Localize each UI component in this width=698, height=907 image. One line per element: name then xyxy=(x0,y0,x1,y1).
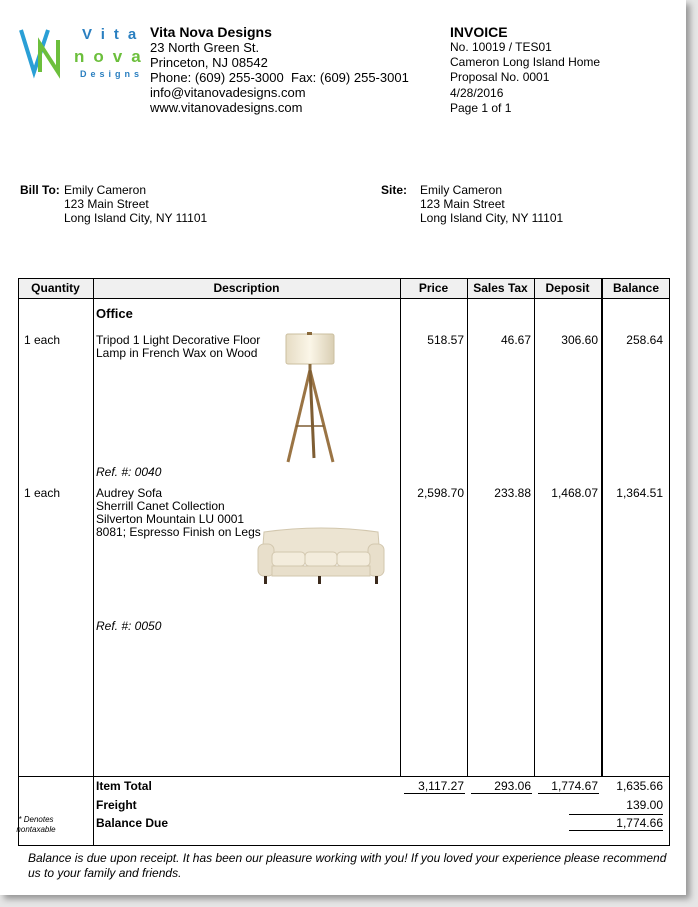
item-total-balance: 1,635.66 xyxy=(616,779,663,793)
invoice-number: No. 10019 / TES01 xyxy=(450,40,552,54)
item-quantity: 1 each xyxy=(24,333,61,347)
total-underline xyxy=(404,793,465,794)
header-quantity: Quantity xyxy=(31,281,80,295)
company-website[interactable]: www.vitanovadesigns.com xyxy=(150,100,303,115)
invoice-page-number: Page 1 of 1 xyxy=(450,101,512,115)
site-street: 123 Main Street xyxy=(420,197,505,211)
bill-to-name: Emily Cameron xyxy=(64,183,147,197)
balance-due-overline xyxy=(569,814,663,815)
col-divider xyxy=(467,278,468,776)
sofa-image xyxy=(254,522,388,586)
balance-due-label: Balance Due xyxy=(96,816,169,830)
item-description-line: 8081; Espresso Finish on Legs xyxy=(96,525,261,539)
total-underline xyxy=(538,793,599,794)
floor-lamp-image xyxy=(256,330,396,466)
item-total-tax: 293.06 xyxy=(494,779,531,793)
item-ref: Ref. #: 0040 xyxy=(96,465,162,479)
invoice-title: INVOICE xyxy=(450,24,508,40)
freight-label: Freight xyxy=(96,798,137,812)
company-fax: Fax: (609) 255-3001 xyxy=(291,70,409,85)
item-description-line: Lamp in French Wax on Wood xyxy=(96,346,258,360)
item-price: 2,598.70 xyxy=(417,486,464,500)
col-divider xyxy=(93,278,94,846)
site-label: Site: xyxy=(381,183,408,197)
company-name: Vita Nova Designs xyxy=(150,24,272,40)
col-divider xyxy=(400,278,401,776)
item-description-line: Tripod 1 Light Decorative Floor xyxy=(96,333,261,347)
header-price: Price xyxy=(418,281,449,295)
company-address2: Princeton, NJ 08542 xyxy=(150,55,268,70)
logo-word-designs: Designs xyxy=(80,69,144,79)
header-sales-tax: Sales Tax xyxy=(473,281,528,295)
header-description: Description xyxy=(213,281,280,295)
item-description-line: Audrey Sofa xyxy=(96,486,163,500)
item-deposit: 1,468.07 xyxy=(551,486,598,500)
item-total-label: Item Total xyxy=(96,779,152,793)
company-phone: Phone: (609) 255-3000 xyxy=(150,70,284,85)
bill-to-street: 123 Main Street xyxy=(64,197,149,211)
site-city: Long Island City, NY 11101 xyxy=(420,211,564,225)
total-underline xyxy=(471,793,532,794)
bill-to-label: Bill To: xyxy=(20,183,60,197)
invoice-date: 4/28/2016 xyxy=(450,86,504,100)
header-deposit: Deposit xyxy=(545,281,590,295)
item-quantity: 1 each xyxy=(24,486,61,500)
freight-value: 139.00 xyxy=(626,798,663,812)
item-balance: 258.64 xyxy=(626,333,663,347)
item-description-line: Sherrill Canet Collection xyxy=(96,499,225,513)
item-balance: 1,364.51 xyxy=(616,486,663,500)
bill-to-city: Long Island City, NY 11101 xyxy=(64,211,208,225)
col-divider xyxy=(601,278,603,776)
company-email[interactable]: info@vitanovadesigns.com xyxy=(150,85,306,100)
col-divider xyxy=(534,278,535,776)
header-balance: Balance xyxy=(612,281,660,295)
totals-divider xyxy=(18,776,670,777)
item-deposit: 306.60 xyxy=(561,333,598,347)
item-sales-tax: 46.67 xyxy=(500,333,531,347)
invoice-project: Cameron Long Island Home xyxy=(450,55,601,69)
invoice-proposal: Proposal No. 0001 xyxy=(450,70,550,84)
section-title: Office xyxy=(96,306,133,321)
nontaxable-footnote: * Denotes nontaxable xyxy=(16,815,56,834)
closing-message: Balance is due upon receipt. It has been our pleasure working with you! If you loved your experience please recommend us to your family and friends. xyxy=(28,851,667,880)
item-sales-tax: 233.88 xyxy=(494,486,531,500)
balance-due-underline xyxy=(569,830,663,831)
item-ref: Ref. #: 0050 xyxy=(96,619,162,633)
item-total-price: 3,117.27 xyxy=(418,779,464,793)
company-address1: 23 North Green St. xyxy=(150,40,260,55)
company-logo xyxy=(18,20,150,82)
item-price: 518.57 xyxy=(427,333,464,347)
item-total-deposit: 1,774.67 xyxy=(551,779,598,793)
site-name: Emily Cameron xyxy=(420,183,503,197)
balance-due-value: 1,774.66 xyxy=(616,816,663,830)
item-description-line: Silverton Mountain LU 0001 xyxy=(96,512,245,526)
logo-word-nova: nova xyxy=(74,47,150,66)
logo-word-vita: Vita xyxy=(82,26,146,43)
